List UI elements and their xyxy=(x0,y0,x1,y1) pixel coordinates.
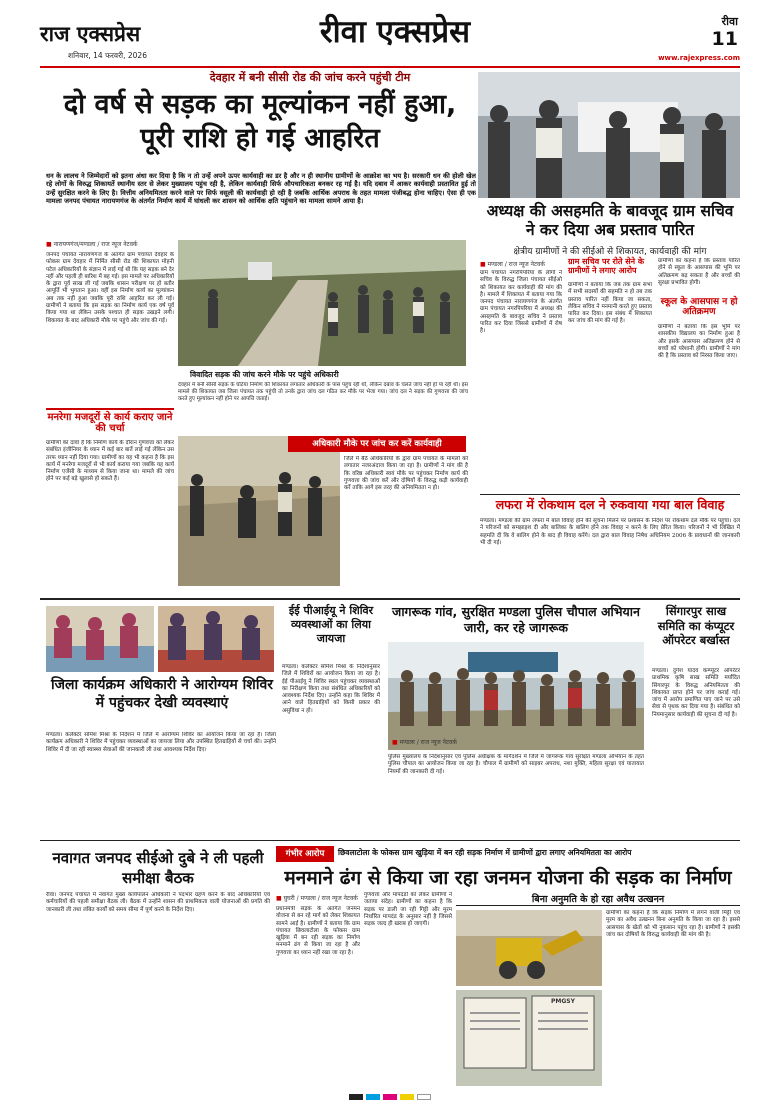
road-byline: ■ घुघरी / मण्डला / राज न्यूज नेटवर्क xyxy=(276,895,358,902)
road-headline: मनमाने ढंग से किया जा रहा जनमन योजना की सड़क का निर्माण xyxy=(284,867,732,889)
color-swatch xyxy=(383,1094,397,1100)
health-headline: जिला कार्यक्रम अधिकारी ने आरोग्यम शिविर में पहुंचकर देखी व्यवस्थाएं xyxy=(51,677,273,711)
right-col3b: ग्रामीणों ने बताया कि इस भूमि पर शासकीय विद्यालय का निर्माण हुआ है और इसके आसपास अतिक्रमण होने से बच्चों को परेशानी होगी। ग्रामीणों ने मांग की है कि प्रस्ताव को निरस्त किया जाए। xyxy=(658,324,740,360)
right-col2: ग्रामीणों ने बताया कि जब तक ग्राम सभा में सभी सदस्यों की सहमति न हो तब तक प्रस्ताव पारित नहीं किया जा सकता, लेकिन सचिव ने मनमानी करते हुए प्रस्ताव पारित कर दिया। इस संबंध में शिकायत कर जांच की मांग की गई है। xyxy=(568,282,652,325)
edition-name: रीवा एक्सप्रेस xyxy=(319,14,471,50)
singarpur-body: मण्डला। दुर्गेश यादव कम्प्यूटर ऑपरेटर प्राथमिक कृषि साख समिति मर्यादित सिंगारपुर के विरुद्ध अनियमितता की शिकायत प्राप्त होने पर जांच कराई गई। जांच में आरोप प्रमाणित पाए जाने पर उसे सेवा से पृथक कर दिया गया है। संबंधित को नियमानुसार कार्यवाही की सूचना दी गई है। xyxy=(652,668,740,718)
right-col3-heading: स्कूल के आसपास न हो अतिक्रमण xyxy=(660,297,738,317)
road-tag: गंभीर आरोप xyxy=(285,849,325,859)
right-byline: ■ मण्डला / राज न्यूज नेटवर्क xyxy=(480,261,545,268)
lead-photo-caption: विवादित सड़क की जांच करने मौके पर पहुंचे अधिकारी xyxy=(190,370,339,379)
health-photo-right xyxy=(158,606,274,672)
right-subhead: क्षेत्रीय ग्रामीणों ने की सीईओ से शिकायत, कार्यवाही की मांग xyxy=(513,247,707,257)
inset-body: जिले में बैठे अधिकारियों के द्वारा ग्राम पंचायत के मामलों को लगातार नजरअंदाज किया जा रहा है। ग्रामीणों ने मांग की है कि वरिष्ठ अधिकारी स्वयं मौके पर पहुंचकर निर्माण कार्य की गुणवत्ता की जांच करें और दोषियों के विरुद्ध कड़ी कार्यवाही करें ताकि आगे इस तरह की अनियमितता न हो। xyxy=(344,456,468,492)
marriage-top-rule xyxy=(480,494,740,495)
lead-photo xyxy=(178,240,466,366)
lead-subhead-box xyxy=(46,408,174,436)
lead-byline: ■ नारायणगंज/मण्डला / राज न्यूज नेटवर्क xyxy=(46,241,138,248)
byline-dot-icon: ■ xyxy=(46,241,54,248)
health-body: मण्डला। कलेक्टर सोमेश मिश्रा के निर्देशन में जिले में आरोग्यम शिविर का आयोजन किया जा रहा है। जिला कार्यक्रम अधिकारी ने शिविर में पहुंचकर व्यवस्थाओं का जायजा लिया और उपस्थित हितग्राहियों से चर्चा की। उन्होंने शिविर में दी जा रही स्वास्थ्य सेवाओं की जानकारी ली तथा आवश्यक निर्देश दिए। xyxy=(46,732,276,753)
page-number: 11 xyxy=(711,28,738,50)
board-label: PMGSY xyxy=(551,998,575,1005)
lead-kicker: देवहार में बनी सीसी रोड की जांच करने पहुंची टीम xyxy=(209,71,411,84)
color-swatch xyxy=(417,1094,431,1100)
road-side-heading-box xyxy=(456,892,740,906)
section-divider-mid xyxy=(40,598,740,600)
right-top-photo xyxy=(478,72,740,198)
epic-headline: ईई पीआईयू ने शिविर व्यवस्थाओं का लिया जायजा xyxy=(288,604,374,645)
lead-subhead: मनरेगा मजदूरों से कार्य कराए जाने की चर्चा xyxy=(47,412,173,434)
issue-date: शनिवार, 14 फरवरी, 2026 xyxy=(68,51,147,60)
color-swatch xyxy=(349,1094,363,1100)
singarpur-headline: सिंगारपुर साख समिति का कंप्यूटर ऑपरेटर बर्खास्त xyxy=(657,604,735,647)
right-col2-heading: ग्राम सचिव पर रोते सेने के ग्रामीणों ने लगाए आरोप xyxy=(568,257,645,275)
lead-headline: दो वर्ष से सड़क का मूल्यांकन नहीं हुआ, पूरी राशि हो गई आहरित xyxy=(63,89,457,154)
police-byline: ■ मण्डला / राज न्यूज नेटवर्क xyxy=(392,739,457,746)
police-body: पुलिस मुख्यालय के निर्देशानुसार एवं पुलिस अधीक्षक के मार्गदर्शन में जिले में जागरूक गांव सुरक्षित मण्डला अभियान के तहत पुलिस चौपाल का आयोजन किया जा रहा है। चौपाल में ग्रामीणों को साइबर अपराध, नशा मुक्ति, महिला सुरक्षा एवं यातायात नियमों की जानकारी दी गई। xyxy=(388,754,644,775)
road-kicker: छिवलाटोला के फोकस ग्राम खुड़िया में बन रही सड़क निर्माण में ग्रामीणों द्वारा लगाए अनियमितता का आरोप xyxy=(338,848,632,857)
website[interactable]: www.rajexpress.com xyxy=(658,54,740,62)
lead-sub-body: ग्रामीणों का दावा है कि निर्माण कार्य के दौरान गुणवत्ता को लेकर संबंधित इंजीनियर के ध्यान में कई बार बातें लाई गई लेकिन उस तरफ ध्यान नहीं दिया गया। ग्रामीणों का यह भी कहना है कि इस कार्य में मनरेगा मजदूरों से भी कार्य कराया गया जबकि यह कार्य निर्माण एजेंसी के माध्यम से किया जाना था। मामले की जांच होने पर कई बड़े खुलासे हो सकते हैं। xyxy=(46,440,174,483)
road-photo-board xyxy=(456,990,602,1086)
marriage-body: मण्डला। मण्डला की ग्राम लफरा में बाल विवाह होने की सूचना मिलने पर प्रशासन के निर्देश पर रोकथाम दल मौके पर पहुंचा। दल ने परिजनों को समझाइश दी और बालिका के बालिग होने तक विवाह न करने के लिए प्रेरित किया। परिजनों ने भी लिखित में सहमति दी कि वे बालिग होने के बाद ही विवाह करेंगे। दल द्वारा बाल विवाह निषेध अधिनियम 2006 के प्रावधानों की जानकारी भी दी गई। xyxy=(480,518,740,546)
right-col1: ग्राम पंचायत नगरपिपरिया के लोगों ने सचिव के विरुद्ध जिला पंचायत सीईओ को शिकायत कर कार्यवाही की मांग की है। मामले में शिकायत में बताया गया कि जनपद पंचायत नारायणगंज के अंतर्गत ग्राम पंचायत नगरपिपरिया में अध्यक्ष की असहमति के बावजूद सचिव ने प्रस्ताव पारित कर दिया जिससे ग्रामीणों में रोष है। xyxy=(480,270,562,335)
byline-dot-icon: ■ xyxy=(392,739,400,746)
police-headline: जागरूक गांव, सुरक्षित मण्डला पुलिस चौपाल अभियान जारी, कर रहे जागरूक xyxy=(392,604,640,635)
left-paper-name: राज एक्सप्रेस xyxy=(40,22,141,46)
lead-caption-body: देवहार में बनी सीसी सड़क के घटिया निर्माण की शिकायत लगातार अधिकारी के पास पहुंच रही थी, लेकिन दबाव के चलते जांच नहीं हो पा रही थी। इस मामले की शिकायत जब जिला पंचायत तक पहुंची तो उनके द्वारा जांच दल गठित कर मौके पर भेजा गया। जांच दल ने सड़क की गुणवत्ता की जांच करते हुए मूल्यांकन नहीं होने पर आपत्ति जताई। xyxy=(178,382,468,402)
marriage-headline: लफरा में रोकथाम दल ने रुकवाया गया बाल विवाह xyxy=(495,497,725,512)
lead-intro: धन के लालच ने जिम्मेदारों को इतना अंधा कर दिया है कि न तो उन्हें अपने ऊपर कार्यवाही का डर है और न ही स्थानीय ग्रामीणों के आक्रोश का भय है। सरकारी धन की होली खेल रहे लोगों के विरुद्ध शिकायतें स्थानीय स्तर से लेकर मुख्यालय पहुंच रही है, लेकिन कार्यवाही सिर्फ औपचारिकता बनकर रह गई है। यदि दबाव में आकर कार्यवाही प्रस्तावित हुई तो उन्हें सुरक्षित करने के लिए है। वित्तीय अनियमितता करने वाले पर सिर्फ वसूली की कार्यवाही हो रही है जबकि आर्थिक अपराध के तहत मामला पंजीबद्ध होना चाहिए। ऐसा ही एक मामला जनपद पंचायत नारायणगंज के अंतर्गत निर्माण कार्य में घांधली कर शासन को आर्थिक क्षति पहुंचाने का मामला सामने आया है। xyxy=(46,172,476,206)
road-side-body: ग्रामीणों का कहना है कि सड़क निर्माण में लगने वाली मिट्टी एवं मुरम का अवैध उत्खनन बिना अनुमति के किया जा रहा है। इससे आसपास के खेतों को भी नुकसान पहुंच रहा है। ग्रामीणों ने इसकी जांच कर दोषियों के विरुद्ध कार्यवाही की मांग की है। xyxy=(606,910,740,938)
city-label: रीवा xyxy=(721,15,738,28)
health-photo-left xyxy=(46,606,154,672)
inset-caption: अधिकारी मौके पर जांच कर करें कार्यवाही xyxy=(312,439,442,449)
inset-caption-box xyxy=(288,436,466,452)
nawagat-headline: नवागत जनपद सीईओ दुबे ने ली पहली समीक्षा बैठक xyxy=(52,849,264,887)
byline-dot-icon: ■ xyxy=(480,261,488,268)
masthead-divider xyxy=(40,66,740,68)
road-col2: गुणवत्ता और मापदंडों को लेकर ग्रामीणों ने जताया संदेह। ग्रामीणों का कहना है कि सड़क पर डाली जा रही गिट्टी और मुरम निर्धारित मापदंड के अनुसार नहीं है जिससे सड़क जल्द ही खराब हो जाएगी। xyxy=(364,892,452,928)
road-tag-box xyxy=(276,846,334,862)
color-swatch xyxy=(400,1094,414,1100)
right-headline: अध्यक्ष की असहमति के बावजूद ग्राम सचिव ने कर दिया अब प्रस्ताव पारित xyxy=(486,202,734,239)
epic-body: मण्डला। कलेक्टर सोमेश मिश्रा के निर्देशानुसार जिले में शिविरों का आयोजन किया जा रहा है। ईई पीआईयू ने शिविर स्थल पहुंचकर व्यवस्थाओं का निरीक्षण किया तथा संबंधित अधिकारियों को आवश्यक निर्देश दिए। उन्होंने कहा कि शिविर में आने वाले हितग्राहियों को किसी प्रकार की असुविधा न हो। xyxy=(282,664,380,714)
lead-body: जनपद पंचायत नारायणगंज के अंतर्गत ग्राम पंचायत देवहार के फोकस ग्राम देवहार में निर्मित सीसी रोड की शिकायत मोहनी पटेल अधिकारियों के संज्ञान में लाई गई थी कि यह सड़क बने देर नहीं और पहली ही बारिश में बह गई। इस मामले पर अधिकारियों के द्वारा पूर्व साख ली गई जबकि शासन परीक्षण पर हो बतौर आपूर्ति भी भुगतान हुआ। वहीं इस निर्माण कार्य का मूल्यांकन अब तक नहीं हुआ जबकि पूरी राशि आहरित कर ली गई। ग्रामीणों ने बताया कि इस सड़क का निर्माण कार्य एक वर्ष पूर्व किया गया था लेकिन उसके पश्चात ही सड़क उखड़ने लगी। शिकायत के बाद अधिकारी मौके पर पहुंचे और जांच की गई। xyxy=(46,252,174,324)
section-divider-low xyxy=(40,840,740,841)
road-photo-excavator xyxy=(456,910,602,986)
footer-registration-strip xyxy=(40,1094,740,1102)
inset-photo xyxy=(178,436,340,586)
road-body: प्रधानमंत्री सड़क के अंतर्गत जनमन योजना से बन रहे मार्ग को लेकर शिकायत सामने आई है। ग्रामीणों ने बताया कि ग्राम पंचायत छिवलाटोला के फोकस ग्राम खुड़िया में बन रही सड़क का निर्माण मनमाने ढंग से किया जा रहा है और गुणवत्ता का ध्यान नहीं रखा जा रहा है। xyxy=(276,906,360,956)
nawagat-body: रीवा। जनपद पंचायत में नवागत मुख्य कार्यपालन अधिकारी ने पदभार ग्रहण करने के बाद अधिकारियों एवं कर्मचारियों की पहली समीक्षा बैठक ली। बैठक में उन्होंने शासन की प्राथमिकता वाली योजनाओं की प्रगति की जानकारी ली तथा लंबित कार्यों को समय सीमा में पूर्ण करने के निर्देश दिए। xyxy=(46,892,270,913)
road-side-heading: बिना अनुमति के हो रहा अवैध उत्खनन xyxy=(531,894,665,905)
byline-dot-icon: ■ xyxy=(276,895,284,902)
police-photo xyxy=(388,642,644,750)
masthead xyxy=(40,10,740,66)
right-col3: ग्रामीणों का कहना है कि प्रस्ताव पारित होने से स्कूल के आसपास की भूमि पर अतिक्रमण बढ़ सकता है और बच्चों की सुरक्षा प्रभावित होगी। xyxy=(658,258,740,286)
color-swatch xyxy=(366,1094,380,1100)
